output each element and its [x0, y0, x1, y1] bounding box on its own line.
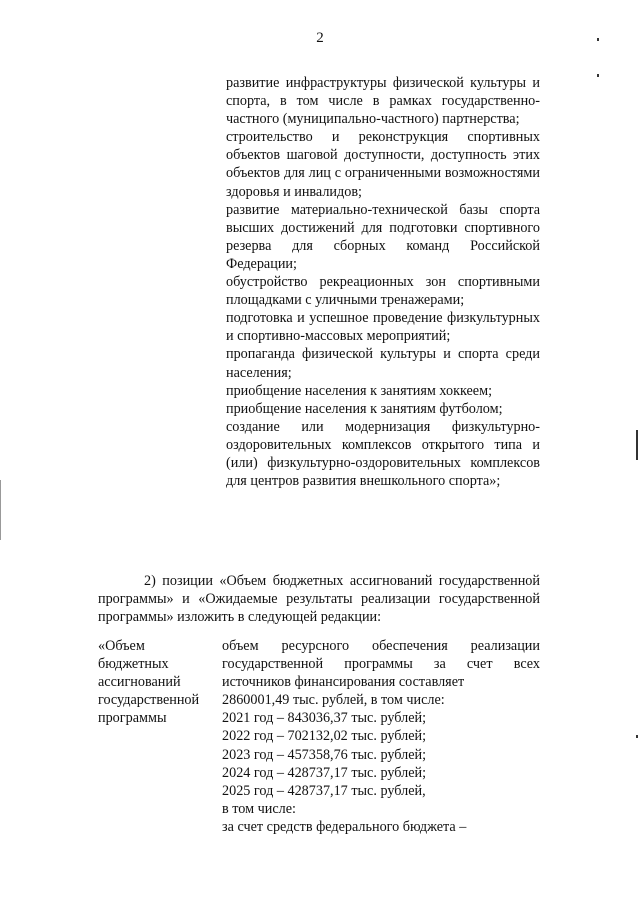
budget-year-line: 2022 год – 702132,02 тыс. рублей;	[222, 728, 427, 745]
goals-list	[226, 74, 540, 490]
list-item: создание или модернизация физкультурно-оздоровительных комплексов открытого типа и (или) физкультурно-оздоровительных комплексов для центров развития внешкольного спорта»;	[226, 418, 540, 490]
budget-federal-line: за счет средств федерального бюджета –	[222, 818, 467, 835]
list-item: обустройство рекреационных зон спортивными площадками с уличными тренажерами;	[226, 274, 540, 309]
scan-speck	[0, 480, 1, 540]
list-item: развитие инфраструктуры физической культуры и спорта, в том числе в рамках государственно-частного (муниципально-частного) партнерства;	[226, 75, 540, 128]
list-item: приобщение населения к занятиям хоккеем;	[226, 382, 493, 399]
list-item: строительство и реконструкция спортивных объектов шаговой доступности, доступность этих объектов для лиц с ограниченными возможностями здоровья и инвалидов;	[226, 129, 540, 200]
budget-year-line: 2021 год – 843036,37 тыс. рублей;	[222, 710, 427, 727]
scan-speck	[597, 74, 599, 77]
budget-intro: объем ресурсного обеспечения реализации государственной программы за счет всех источников финансирования составляет	[222, 638, 540, 691]
amendment-paragraph: 2) позиции «Объем бюджетных ассигнований государственной программы» и «Ожидаемые результаты реализации государственной программы» изложить в следующей редакции:	[98, 573, 540, 626]
budget-year-line: 2024 год – 428737,17 тыс. рублей;	[222, 764, 427, 781]
scan-speck	[636, 735, 638, 738]
budget-including: в том числе:	[222, 800, 296, 817]
list-item: пропаганда физической культуры и спорта среди населения;	[226, 346, 540, 381]
list-item: развитие материально-технической базы спорта высших достижений для подготовки спортивного резерва для сборных команд Российской Федерации;	[226, 201, 540, 272]
scan-speck	[597, 38, 599, 41]
budget-value-cell	[222, 637, 540, 836]
budget-label-cell: «Объем бюджетных ассигнований государственной программы	[98, 638, 200, 727]
budget-year-line: 2023 год – 457358,76 тыс. рублей;	[222, 746, 427, 763]
scan-speck	[636, 430, 638, 460]
list-item: приобщение населения к занятиям футболом;	[226, 400, 503, 417]
budget-year-line: 2025 год – 428737,17 тыс. рублей,	[222, 782, 426, 799]
list-item: подготовка и успешное проведение физкультурных и спортивно-массовых мероприятий;	[226, 310, 540, 345]
page-number: 2	[316, 30, 324, 46]
budget-total: 2860001,49 тыс. рублей, в том числе:	[222, 692, 445, 709]
